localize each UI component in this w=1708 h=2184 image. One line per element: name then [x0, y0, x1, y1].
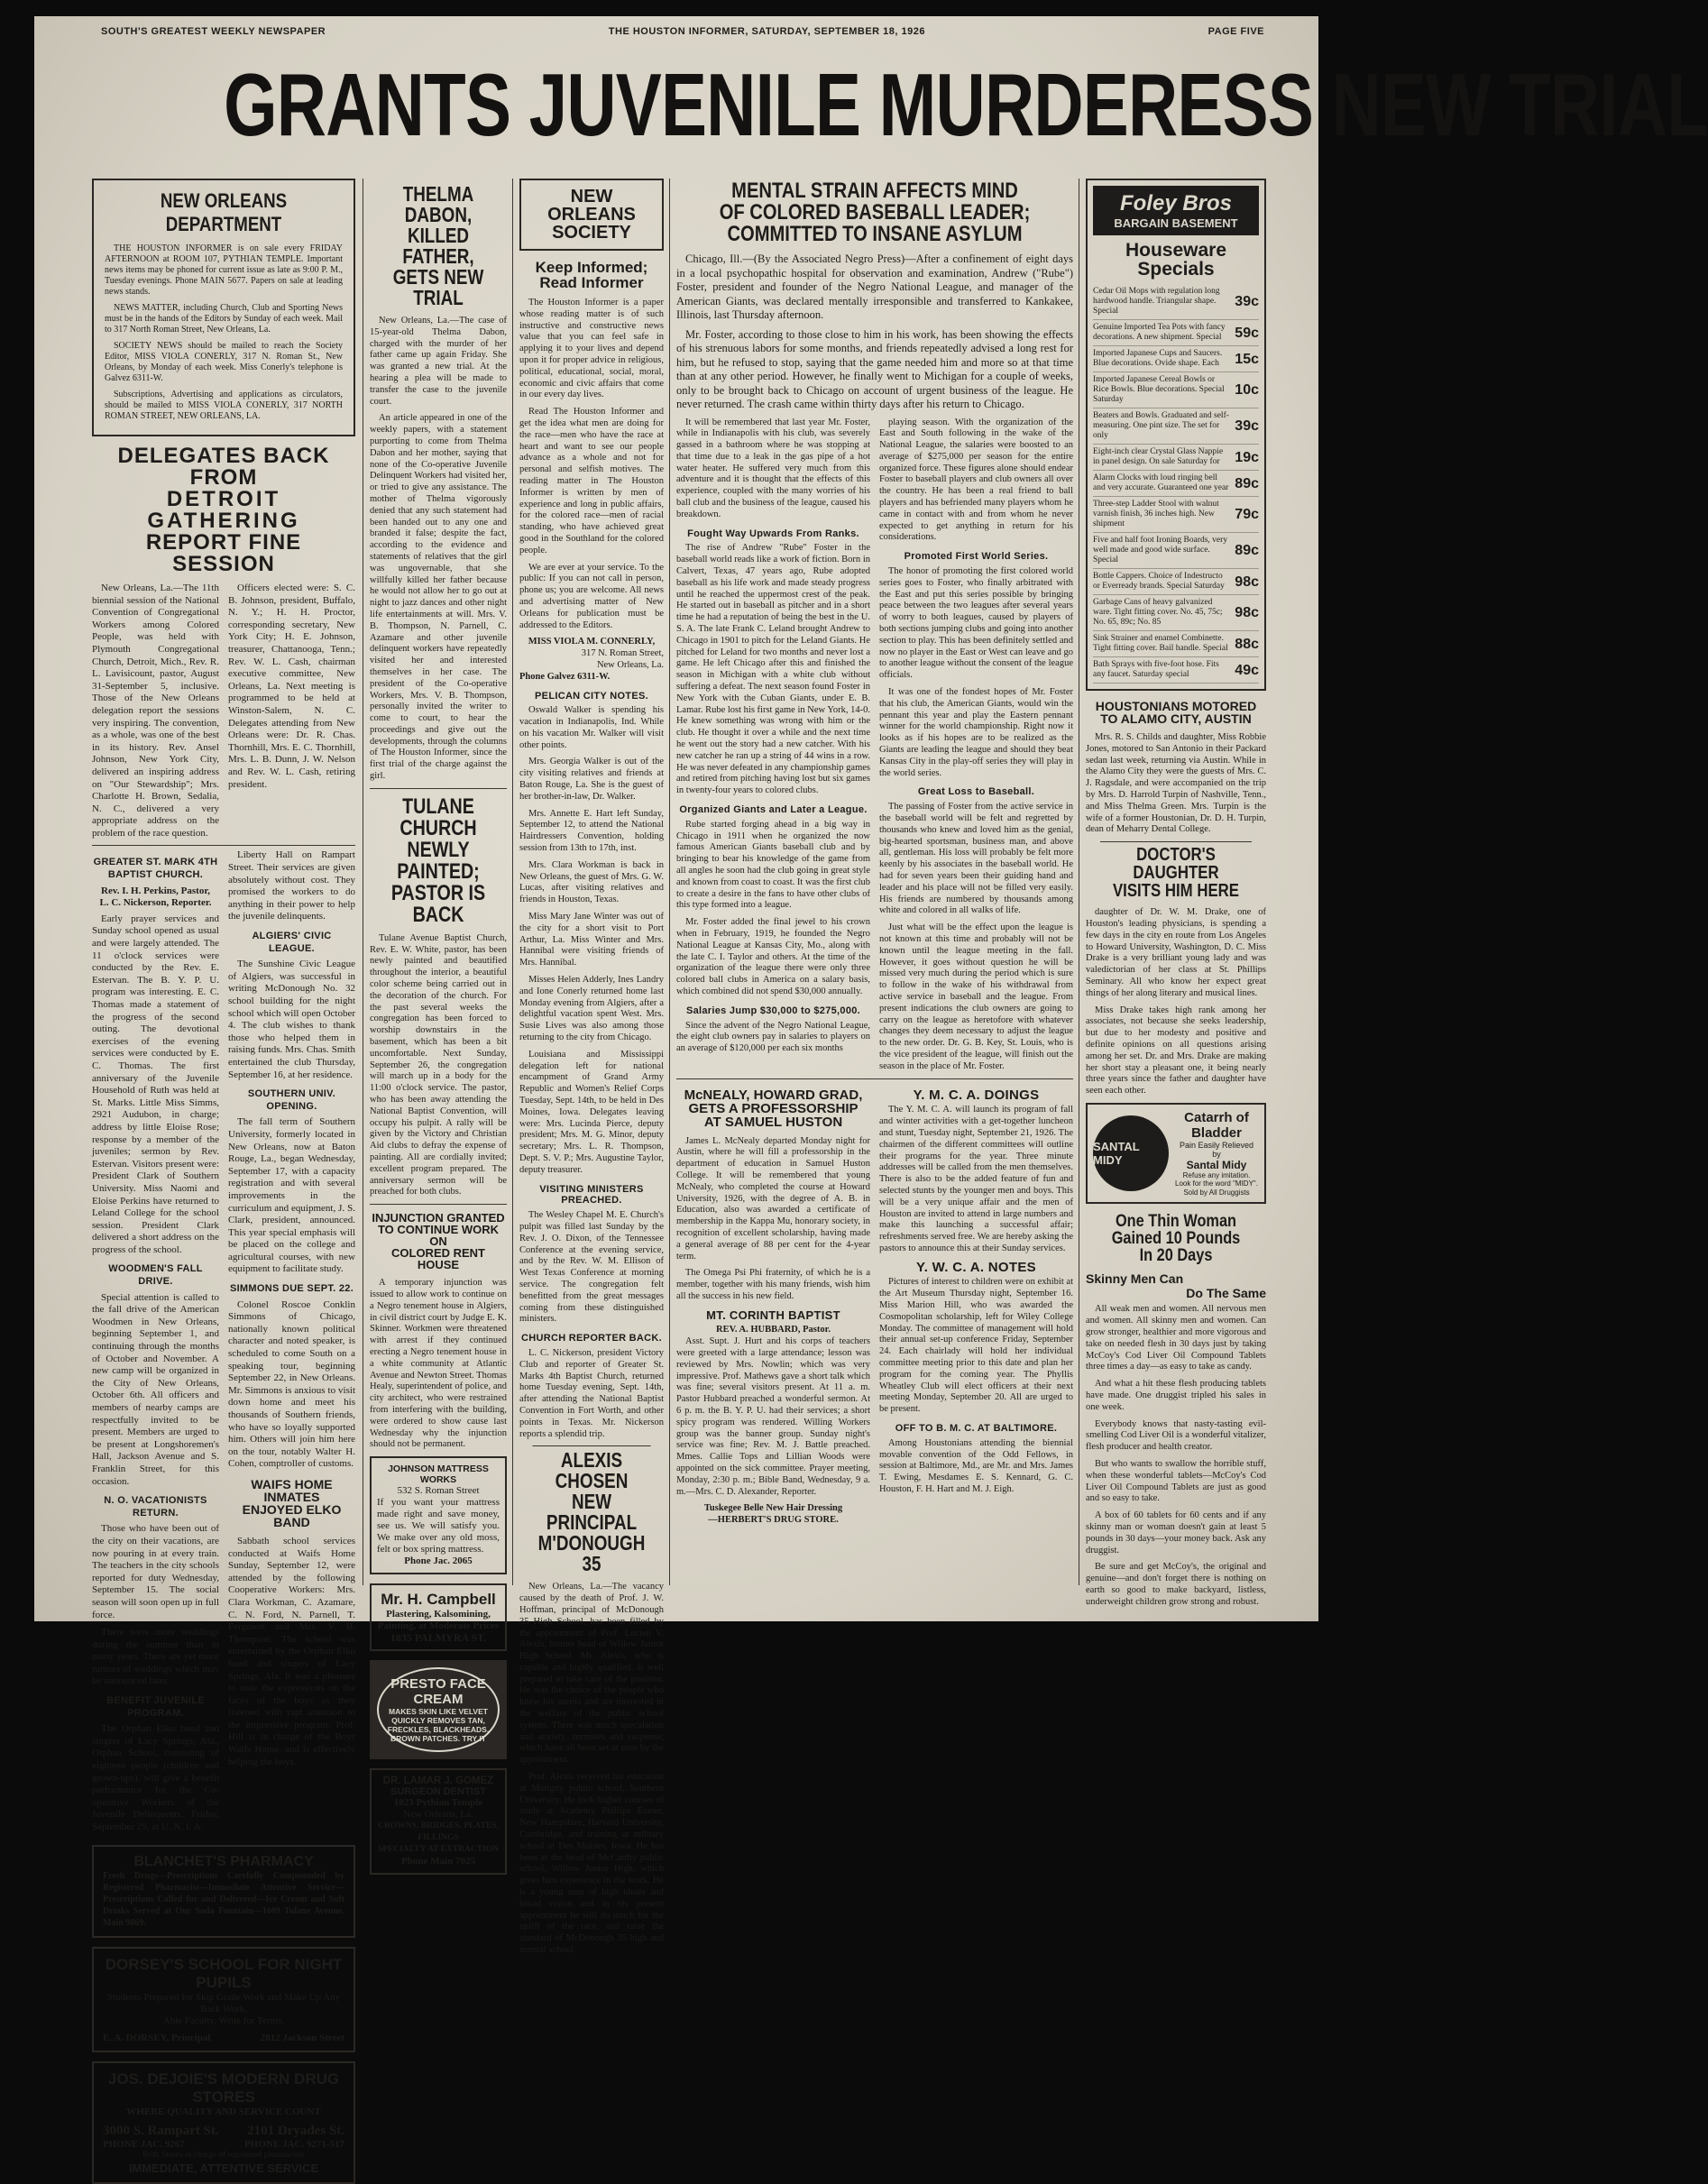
item-description: Bottle Cappers. Choice of Indestructo or Everready brands. Special Saturday: [1093, 572, 1225, 591]
price-list-item: [1093, 497, 1259, 533]
headline-line: AT SAMUEL HUSTON: [703, 1114, 843, 1130]
ad-body: SPECIALTY AT EXTRACTION: [377, 1845, 500, 1855]
department-title: NEW ORLEANS DEPARTMENT: [160, 189, 288, 235]
article-paragraph: Miss Mary Jane Winter was out of the city for a short visit to Port Arthur, La. Miss Winter and Mrs. Hannibal were visiting friends of Mrs. Hannibal.: [519, 912, 664, 968]
headline-line: COLORED RENT HOUSE: [391, 1246, 485, 1272]
subhead: CHURCH REPORTER BACK.: [520, 1333, 663, 1344]
subhead: Fought Way Upwards From Ranks.: [687, 528, 859, 539]
item-description: Three-step Ladder Stool with walnut varnish finish, 36 inches high. New shipment: [1093, 500, 1219, 528]
section-title: NEW ORLEANS SOCIETY: [547, 187, 636, 243]
article-paragraph: New Orleans, La.—The 11th biennial session of the National Convention of Congregational Workers among Colored People, was held with Plymouth Congregational Church, Detroit, Mich., Rev. R. L. Lavisicount, pastor, August 31-September 5, inclusive. Those of the New Orleans delegation report the sessions very inspiring. The convention, as a whole, was one of the best in its history. Rev. Ansel Johnson, New York City, delivered an inspiring address on "Our Stewardship"; Mrs. Charlotte H. Brown, Sedalia, N. C., delivered a very appropriate address on the problem of the race question.: [92, 583, 219, 839]
masthead-strip: [101, 22, 1264, 41]
price-list-item: [1093, 346, 1259, 372]
headline-line: TULANE CHURCH: [399, 794, 477, 840]
column-baseball: [676, 179, 1073, 1585]
article-paragraph: Sabbath school services conducted at Waifs Home Sunday, September 12, were attended by the following Cooperative Workers: Mrs. Clara Workman, C. Azamare, C. N. Ford, N. Parnell, T. Ferguson and Mrs. V. B. Thompson. The school was entertained by the Orphan Elko band and singers of Lacy Springs, Ala. It was a pleasure to note the expressions on the faces of the boys as they listened with rapt attention to the impressive program. Prof. Hill is in charge of the Boys Waifs Home, and is effectively helping the boys.: [228, 1535, 355, 1767]
injunction-article: [370, 1204, 507, 1451]
headline-line: GETS A PROFESSORSHIP: [688, 1100, 859, 1116]
ad-title: DR. LAMAR J. GOMEZ: [382, 1776, 494, 1787]
headline-line: REPORT FINE SESSION: [145, 530, 302, 576]
item-price: 89c: [1235, 475, 1259, 491]
article-paragraph: Read The Houston Informer and get the idea what men are doing for the race—men who have the race at heart and want to see our people advance as a whole and not for personal and selfish motives. The reading matter in The Houston Informer is written by men of experience and long in public affairs, for the colored race—men of racial standing, who have achieved great good in the Southland for the colored people.: [519, 407, 664, 555]
subhead: Organized Giants and Later a League.: [679, 804, 868, 815]
article-paragraph: Special attention is called to the fall drive of the American Woodmen in New Orleans, beginning September 1, and continuing through the months of October and November. A new camp will be organized in the City of New Orleans, October 6th. All officers and members of nearby camps are respectfully invited to be present. Members are urged to be present at Longshoremen's Hall, Jackson Avenue and S. Franklin Street, for this occasion.: [92, 1291, 219, 1487]
article-lead: Chicago, Ill.—(By the Associated Negro Press)—After a confinement of eight days in a local psychopathic hospital for observation and examination, Andrew ("Rube") Foster, president and founder of the Negro National League, and manager of the American Giants, was declared mentally irresponsible and transferred to Kankakee, Illinois, last Thursday afternoon.: [676, 252, 1073, 321]
tulane-church-article: [370, 788, 507, 1198]
foley-bros-ad: [1086, 179, 1266, 691]
article-paragraph: Mrs. R. S. Childs and daughter, Miss Robbie Jones, motored to San Antonio in their Packard sedan last week, returning via Austin. While in the Alamo City they were the guests of Mrs. C. J. Ragsdale, and were accompanied on the trip by Mrs. D. Harrold Turpin of Nashville, Tenn., and Miss Thelma Green. Mrs. Turpin is the wife of a former Houstonian, Dr. D. H. Turpin, dean of Meharry Dental College.: [1086, 732, 1266, 835]
headline-line: COMMITTED TO INSANE ASYLUM: [727, 222, 1023, 246]
article-paragraph: A temporary injunction was issued to allow work to continue on a Negro tenement house in Algiers, in civil district court by Judge E. K. Skinner. Workmen were threatened with arrest if they continued erecting a Negro tenement house in a white community at Atlantic Avenue and Newton Street. Thomas Healy, superintendent of police, and city architect, who were restrained from interfering with the building, were ordered to show cause last Wednesday why the injunction should not be permanent.: [370, 1278, 507, 1450]
signature: MISS VIOLA M. CONNERLY,: [528, 637, 656, 647]
article-paragraph: The Orphan Elko band and singers of Lacy Springs, Ala., Orphan School, consisting of eighteen people (children and grown-ups), will give a benefit performance for the Co-operative Workers of the Juvenile Delinquents, Friday, September 29, at U. N. I. A.: [92, 1723, 219, 1832]
subhead: N. O. VACATIONISTS RETURN.: [104, 1495, 207, 1519]
banner-headline: GRANTS JUVENILE MURDERESS NEW TRIAL: [224, 55, 1708, 154]
item-price: 39c: [1235, 294, 1259, 309]
ad-address: 1835 PALMYRA ST.: [390, 1631, 487, 1645]
item-description: Genuine Imported Tea Pots with fancy decorations. A new shipment. Special: [1093, 323, 1226, 342]
subhead: Promoted First World Series.: [904, 551, 1049, 563]
thin-woman-ad: [1086, 1213, 1266, 1608]
item-description: Cedar Oil Mops with regulation long hardwood handle. Triangular shape. Special: [1093, 287, 1220, 316]
header-slogan: SOUTH'S GREATEST WEEKLY NEWSPAPER: [101, 26, 326, 37]
item-price: 79c: [1235, 507, 1259, 522]
header-page-number: PAGE FIVE: [1208, 26, 1264, 37]
ad-phone: PHONE JAC. 9267: [103, 2138, 185, 2150]
ad-body: Fresh Drugs—Prescriptions Carefully Compounded by Registered Pharmacist—Immediate Attentive Service—Prescriptions Called for and Delivered—Ice Cream and Soft Drinks Served at Our Soda Fountain—1609 Tulane Avenue. Main 9869.: [103, 1870, 344, 1928]
headline-line: M'DONOUGH 35: [537, 1531, 646, 1576]
ad-footer: IMMEDIATE, ATTENTIVE SERVICE: [128, 2161, 319, 2175]
ad-line: —HERBERT'S DRUG STORE.: [708, 1515, 839, 1526]
subhead: MT. CORINTH BAPTIST: [706, 1308, 840, 1322]
headline-line: ENJOYED ELKO BAND: [242, 1501, 342, 1529]
campbell-plastering-ad: [370, 1583, 507, 1651]
ad-body: If you want your mattress made right and save money, see us. We will satisfy you. We make over any old moss, felt or box spring mattress.: [377, 1497, 500, 1555]
article-paragraph: It was one of the fondest hopes of Mr. Foster that his club, the American Giants, would win the pennant this year and play the Eastern pennant winner for the world championship. Right now it looks as if his hopes are to be realized as the Giants are leading the league and should they beat Kansas City in the play-off series they will play in the world series.: [879, 687, 1073, 778]
department-paragraph: Subscriptions, Advertising and applications as circulators, should be mailed to MISS VIOLA CONERLY, 317 NORTH ROMAN STREET, NEW ORLEANS, LA.: [105, 390, 343, 421]
headline-line: INJUNCTION GRANTED: [372, 1211, 505, 1225]
article-paragraph: The fall term of Southern University, formerly located in New Orleans, now at Baton Rouge, La., began Wednesday, September 17, with a capacity registration and with several improvements in the curriculum and equipment, J. S. Clark, president, announced. This year special emphasis will be placed on the college and agricultural courses, with new equipment to facilitate study.: [228, 1116, 355, 1275]
headline-line: OF COLORED BASEBALL LEADER;: [719, 200, 1031, 225]
item-price: 88c: [1235, 636, 1259, 652]
price-list-item: [1093, 408, 1259, 445]
article-paragraph: Mrs. Georgia Walker is out of the city visiting relatives and friends at Baton Rouge, La. She is the guest of her brother-in-law, Dr. Walker.: [519, 757, 664, 802]
signature-phone: Phone Galvez 6311-W.: [519, 671, 611, 682]
item-description: Imported Japanese Cereal Bowls or Rice Bowls. Blue decorations. Special Saturday: [1093, 375, 1225, 404]
header-dateline: THE HOUSTON INFORMER, SATURDAY, SEPTEMBER 18, 1926: [608, 26, 925, 37]
santal-seal-icon: SANTAL MIDY: [1093, 1115, 1169, 1191]
headline-line: DETROIT GATHERING: [147, 487, 300, 533]
headline-line: NEWLY PAINTED;: [397, 837, 480, 884]
article-paragraph: Asst. Supt. J. Hurt and his corps of teachers were greeted with a large attendance; lesson was reviewed by Mrs. Nowlin; which was very impressive. Prof. Mathews gave a short talk which was fine; several visitors present. At 11 a. m. Pastor Hubbard preached a wonderful sermon. At 6 p. m. the B. Y. P. U. had their services; a short spicy program was rendered. Willing Workers group was the banner group. Sunday night's service was fine; Rev. M. J. Battle preached. Mmes. Callie Tops and Lillian Woods were appointed on the sick committee. Prayer meeting, Monday, 2:30 p. m.; Bible Band, Wednesday, 9 a. m.—Mrs. C. D. Alexander, Reporter.: [676, 1336, 870, 1497]
headline-line: TO ALAMO CITY, AUSTIN: [1100, 711, 1252, 726]
headline-line: THELMA DABON,: [402, 182, 474, 226]
column-new-orleans: [92, 179, 355, 2175]
price-list-item: [1093, 657, 1259, 684]
article-paragraph: Tulane Avenue Baptist Church, Rev. E. W. White, pastor, has been newly painted and beautified throughout the interior, a beautiful color scheme being carried out in the decoration of the church. For the past several weeks the congregation has been forced to worship downstairs in the basement, which has been a bit uncomfortable. Next Sunday, September 26, the congregation will march up in a body for the 11:00 o'clock service. The pastor, who has been away attending the National Baptist Convention, will occupy his pulpit. A rally will be given by the Victory and Christian Aid clubs to defray the expense of painting. All are cordially invited; excellent program prepared. The anniversary sermon will be preached for both clubs.: [370, 932, 507, 1198]
headline-line: Read Informer: [539, 274, 644, 291]
ad-paragraph: Everybody knows that nasty-tasting evil-smelling Cod Liver Oil is a wonderful vitalizer, flesh producer and health creator.: [1086, 1418, 1266, 1453]
ad-brand: Santal Midy: [1186, 1158, 1247, 1171]
price-list-item: [1093, 533, 1259, 569]
article-paragraph: The Y. M. C. A. will launch its program of fall and winter activities with a get-together luncheon and stunt, Tuesday night, September 21, 1926. The chairmen of the different committees will outline their programs for the year. Three minute addresses will be called from the men themselves. There is also to be the added feature of fun and selected stunts by the younger men and boys. This will be a very unique affair and the men of Houston are invited to attend in large numbers and make this launching a successful affair; refreshments served free. We are hereby asking the pastors to announce this at their Sunday services.: [879, 1105, 1073, 1253]
item-description: Sink Strainer and enamel Combinette. Tight fitting cover. Bail handle. Special: [1093, 634, 1228, 653]
dorsey-school-ad: [92, 1947, 355, 2052]
article-paragraph: Mrs. Clara Workman is back in New Orleans, the guest of Mrs. G. W. Lucas, after visiting relatives and friends in Houston, Texas.: [519, 859, 664, 905]
article-paragraph: It will be remembered that last year Mr. Foster, while in Indianapolis with his club, was severely gassed in a bathroom where he was stopping at that time due to a leak in the gas pipe of a hot water heater. He suffered very much from this adventure and it is thought that the effects of this experience, coupled with the many worries of his ball club and the business of the league, caused his breakdown.: [676, 417, 870, 519]
subhead: Y. M. C. A. DOINGS: [913, 1087, 1040, 1103]
column-ads-right: [1086, 179, 1266, 1607]
department-paragraph: SOCIETY NEWS should be mailed to reach the Society Editor, MISS VIOLA CONERLY, 317 N. Roman St., New Orleans, by Monday of each week. Miss Conerly's telephone is Galvez 6311-W.: [105, 341, 343, 383]
article-paragraph: The Houston Informer is a paper whose reading matter is of such instructive and constructive news value that you can feel safe in applying it to your lives and depend upon it for proper advice in religious, political, educational, social, moral, economic and civic affairs that come in our every day lives.: [519, 298, 664, 400]
ad-subtitle: SURGEON DENTIST: [390, 1786, 486, 1798]
article-paragraph: Those who have been out of the city on their vacations, are now pouring in at every train. The teachers in the city schools reported for duty Wednesday, September 15. The social season will soon open up in full force.: [92, 1523, 219, 1620]
ad-title: Mr. H. Campbell: [381, 1591, 496, 1609]
newspaper-page: [34, 16, 1708, 2175]
article-paragraph: We are ever at your service. To the public: If you can not call in person, phone us; you are welcome. All news and advertising matter of New Orleans for publication must be addressed to the Editors.: [519, 562, 664, 630]
item-description: Beaters and Bowls. Graduated and self-measuring. One pint size. The set for only: [1093, 411, 1229, 440]
byline: Rev. I. H. Perkins, Pastor,: [101, 885, 210, 896]
ad-subtitle: Skinny Men Can: [1086, 1271, 1184, 1287]
article-paragraph: Early prayer services and Sunday school opened as usual and were largely attended. The 11 o'clock services were conducted by the Rev. E. Estervan. The B. Y. P. U. program was interesting. E. C. Thomas made a statement of the progress of the second outing. The devotional exercises of the evening services were conducted by E. C. Thomas. The first anniversary of the Juvenile Household of Ruth was held at St. Marks. Little Miss Simms, 2921 Audubon, in charge; address by little Eloise Rose; response by a member of the juveniles; sermon by Rev. Estervan. Visitors present were: President Clark of Southern University. Miss Naomi and Eloise Perkins have returned to Leland College for the school session. President Clark delivered a short address on the progress of the school.: [92, 913, 219, 1255]
article-paragraph: The Sunshine Civic League of Algiers, was successful in writing McDonough No. 32 school building for the night school which will open October 4. The club wishes to thank those who helped them in raising funds. Mrs. Chas. Smith entertained the club Thursday, September 16, at her residence.: [228, 959, 355, 1080]
headline-line: ALEXIS CHOSEN: [555, 1448, 629, 1493]
subhead: Y. W. C. A. NOTES: [916, 1259, 1036, 1275]
article-paragraph: The honor of promoting the first colored world series goes to Foster, who finally arbitrated with the East and put this series possible by bringing peace between the two leagues after several years of worry to both leagues, caused by players of both sections jumping clubs and going into another section to play. This has been definitely settled and now no player in the East or West can leave and go to another league without the consent of the league officials.: [879, 566, 1073, 681]
ad-title: Catarrh of: [1184, 1109, 1249, 1125]
signature-address: New Orleans, La.: [596, 659, 664, 670]
ad-body: Plastering, Kalsomining, Painting, at Moderate Prices: [377, 1609, 500, 1632]
new-orleans-department-box: [92, 179, 355, 436]
item-description: Bath Sprays with five-foot hose. Fits any faucet. Saturday special: [1093, 660, 1219, 679]
subhead: PELICAN CITY NOTES.: [535, 690, 648, 702]
article-paragraph: Rube started forging ahead in a big way in Chicago in 1911 when he organized the now famous American Giants baseball club and by bringing to bear his knowledge of the game from all angles he soon had the club going in great style and known from coast to coast. It was the first club to create a desire in the fans to have other clubs of this type formed into a league.: [676, 819, 870, 911]
headline-line: Keep Informed;: [535, 259, 648, 276]
new-orleans-society-box: [519, 179, 664, 251]
article-paragraph: Officers elected were: S. C. B. Johnson, president, Buffalo, N. Y.; H. H. Proctor, corresponding secretary, New York City; H. E. Johnson, treasurer, Chattanooga, Tenn.; Rev. W. L. Cash, chairman executive committee, New Orleans, La. Next meeting is programmed to be held at Winston-Salem, N. C. Delegates attending from New Orleans were: Dr. R. Chas. Thornhill, Mrs. E. C. Thornhill, Mrs. L. B. Dunn, J. W. Nelson and Rev. W. L. Cash, retiring president.: [228, 583, 355, 790]
article-paragraph: There were more weddings during the summer than in many years. There are yet more rumors of weddings which may be announced later.: [92, 1627, 219, 1687]
column-rule: [669, 179, 670, 1585]
article-paragraph: The Wesley Chapel M. E. Church's pulpit was filled last Sunday by the Rev. J. O. Dixon, of the Tennessee Conference at the evening service, and by the Rev. W. M. Ellison of West Texas Conference at morning service. The congregation felt benefitted from the great messages coming from these distinguished ministers.: [519, 1210, 664, 1325]
presto-face-cream-ad: [370, 1660, 507, 1759]
article-paragraph: The rise of Andrew "Rube" Foster in the baseball world reads like a work of fiction. Born in Calvert, Texas, 47 years ago, Rube adopted baseball as his life work and made steady progress until he reached the uppermost crest of the peak. He started out in baseball as pitcher and in a short time he had a reputation of being the best in the U. S. A. The late Frank C. Leland brought Andrew to Chicago in 1901 to pitch for the Leland Giants. He pitched for Leland for two months and never lost a game. He left Chicago after this and finished the season in Michigan with a white club without suffering a defeat. The next season found Foster in New York with the Cuban Giants, under E. B. Lamar. Rube lost his first game in New York, 14-0. He knew something was wrong with him or the club. He thought it over a while and the next time he went out the story had a new catcher. With his new catcher he ran up a string of 44 wins in a row. He was never defeated in any championship games and retired from pitching having lost but six games in twenty-four years to colored clubs.: [676, 543, 870, 796]
article-paragraph: playing season. With the organization of the East and South following in the wake of the National League, the salaries were boosted to an average of $275,000 per season for the entire organized force. These figures alone should endear Foster to baseball players and club owners all over the country. He has been a real friend to ball players and has befriended many players whom he came in contact with and from whom he never expected to get anything in return for his considerations.: [879, 417, 1073, 543]
price-list-item: [1093, 471, 1259, 497]
subhead: Great Loss to Baseball.: [917, 786, 1035, 798]
delegates-article: [92, 445, 355, 845]
ad-address: 532 S. Roman Street: [397, 1485, 480, 1497]
subhead: BENEFIT JUVENILE PROGRAM.: [106, 1695, 205, 1719]
article-lead: Mr. Foster, according to those close to him in his work, has been showing the effects of his strenuous labors for some months, and friends repeatedly advised a long rest for him, but he refused to stop, saying that the game needed him and more so at that time than at any other period. However, he finally went to Michigan for a couple of weeks, only to be brought back to Chicago on account of urgent business of the league. He never returned. The crash came within thirty days after his return to Chicago.: [676, 327, 1073, 410]
ad-title: JOHNSON MATTRESS WORKS: [388, 1464, 489, 1486]
article-paragraph: An article appeared in one of the weekly papers, with a statement purporting to come from Thelma Dabon and her mother, saying that none of the Co-operative Juvenile Delinquent Workers had visited her, or tried to give any assistance. The mother of Thelma vigorously denied that any such statement had been handed out to any one and branded it false; despite the fact, according to the evidence and statements of relatives that the girl was ungovernable, that she willfully killed her father because he would not allow her to go out at night to jazz dances and other night life entertainments at will. Mrs. V. B. Thompson, N. Parnell, C. Azamare and other juvenile delinquent workers have repeatedly visited her and interested themselves in her case. The president of the Co-operative Workers, Mrs. V. B. Thompson, personally invited the writer to come to court, to hear the proceedings and give out the developments, through the columns of The Houston Informer, since the first trial of the charge against the girl.: [370, 413, 507, 782]
column-rule: [512, 179, 513, 1585]
article-paragraph: James L. McNealy departed Monday night for Austin, where he will fill a professorship in the department of education in Samuel Huston College. It will be remembered that young McNealy, who completed the course at Howard University, 1926, with the degree of A. B. in Education, also was awarded a certificate of membership in the Kappa Mu, honorary society, in recognition of excellent scholarship, having made a general average of 88 per cent for the 4-year term.: [676, 1135, 870, 1262]
ad-body: Able Faculty. Write for Terms.: [162, 2014, 285, 2026]
johnson-mattress-ad: [370, 1456, 507, 1574]
article-paragraph: Mrs. Annette E. Hart left Sunday, September 12, to attend the National Hairdressers Convention, holding session from 13th to 17th, inst.: [519, 808, 664, 854]
byline: REV. A. HUBBARD, Pastor.: [716, 1325, 831, 1335]
subhead: ALGIERS' CIVIC LEAGUE.: [252, 931, 332, 954]
signature-address: 317 N. Roman Street,: [581, 648, 664, 659]
ad-subtitle: BARGAIN BASEMENT: [1114, 216, 1238, 230]
ad-body: MAKES SKIN LIKE VELVET QUICKLY REMOVES TAN, FRECKLES, BLACKHEADS, BROWN PATCHES. TRY IT: [387, 1707, 490, 1744]
column-thelma-tulane: [370, 179, 507, 1867]
article-paragraph: Misses Helen Adderly, Ines Landry and Ione Conerly returned home last Monday evening from Algiers, after a delightful vacation spent West. Mrs. Susie Lives was also among those returning to the city from Chicago.: [519, 975, 664, 1043]
headline-line: DOCTOR'S DAUGHTER: [1133, 845, 1219, 884]
ad-address: 1023 Pythian Temple: [393, 1797, 483, 1809]
brand-logo: Foley Bros: [1119, 191, 1233, 216]
ad-title: DORSEY'S SCHOOL FOR NIGHT PUPILS: [105, 1955, 343, 1991]
price-list-item: [1093, 445, 1259, 471]
item-description: Eight-inch clear Crystal Glass Nappie in panel design. On sale Saturday for: [1093, 447, 1224, 466]
ad-title: Houseware: [1125, 240, 1227, 261]
headline-line: NEW PRINCIPAL: [546, 1490, 638, 1535]
ad-body: CROWNS, BRIDGES, PLATES, FILLINGS: [378, 1822, 499, 1843]
item-price: 19c: [1235, 449, 1259, 465]
article-paragraph: Since the advent of the Negro National League, the eight club owners pay in salaries to players on an average of $120,000 per each six months: [676, 1020, 870, 1054]
santal-midy-ad: [1086, 1103, 1266, 1205]
ad-address: 3000 S. Rampart St.: [103, 2123, 219, 2138]
ad-line: Tuskegee Belle New Hair Dressing: [703, 1503, 843, 1514]
item-price: 98c: [1235, 605, 1259, 620]
briefs-grid: [92, 845, 355, 1839]
thelma-dabon-article: [370, 184, 507, 783]
article-paragraph: Louisiana and Mississippi delegation left for national encampment of Grand Army Republic and Women's Relief Corps Tuesday, Sept. 14th, to be held in Des Moines, Iowa. Delegates leaving were: Mrs. Lucinda Pierce, deputy president; Mrs. M. G. Minor, deputy secretary; Mrs. L. R. Thompson, Dept. S. V. P.; Mrs. Augustine Taylor, deputy treasurer.: [519, 1049, 664, 1175]
dejoie-drug-stores-ad: [92, 2061, 355, 2184]
ad-principal: E. A. DORSEY, Principal: [103, 2032, 211, 2043]
gomez-dentist-ad: [370, 1768, 507, 1875]
ad-phone: Phone Main 7025: [401, 1856, 475, 1867]
subhead: SOUTHERN UNIV. OPENING.: [247, 1088, 336, 1112]
ad-title: JOS. DEJOIE'S MODERN DRUG STORES: [107, 2069, 340, 2106]
article-paragraph: Miss Drake takes high rank among her associates, not because she seeks leadership, but due to her modesty and positive and definite opinions on all questions arising among her set. Dr. and Mrs. Drake are making her short stay a pleasant one, it being nearly three years since the father and daughter have seen each other.: [1086, 1005, 1266, 1097]
ad-subtitle: Do The Same: [1186, 1286, 1266, 1301]
price-list-item: [1093, 631, 1259, 657]
subhead: VISITING MINISTERS PREACHED.: [539, 1183, 644, 1207]
price-list-item: [1093, 320, 1259, 346]
headline-line: DELEGATES BACK FROM: [117, 444, 330, 490]
price-list-item: [1093, 569, 1259, 595]
price-list: [1093, 284, 1259, 684]
article-paragraph: New Orleans, La.—The vacancy caused by the death of Prof. J. W. Hoffman, principal of McDonough 35 High School, has been filled by the appointment of Prof. Lucien V. Alexis, former head of Willow Junior High School. Mr. Alexis, who is capable and highly qualified, is well prepared to take care of the position. He was the choice of the people who knew his merits and are interested in the welfare of the public school system. There was much speculation and anxiety, surmises and suspense, which have all been set at ease by the appointment.: [519, 1582, 664, 1766]
headline-line: HOUSTONIANS MOTORED: [1095, 699, 1257, 713]
headline-line: McNEALY, HOWARD GRAD,: [684, 1087, 863, 1103]
item-price: 98c: [1235, 574, 1259, 590]
column-society: [519, 179, 664, 1956]
item-price: 89c: [1235, 543, 1259, 558]
ad-paragraph: But who wants to swallow the horrible stuff, when these wonderful tablets—McCoy's Cod Liver Oil Compound Tablets are just as good and so easy to take.: [1086, 1458, 1266, 1504]
headline-line: TO CONTINUE WORK ON: [377, 1223, 500, 1249]
item-price: 59c: [1235, 325, 1259, 341]
ad-paragraph: A box of 60 tablets for 60 cents and if any skinny man or woman doesn't gain at least 5 pounds in 30 days—your money back. Ask any druggist.: [1086, 1510, 1266, 1555]
ad-phone: Phone Jac. 2065: [404, 1555, 473, 1567]
price-list-item: [1093, 595, 1259, 631]
ad-phone: PHONE JAC. 9271-517: [244, 2138, 344, 2150]
headline-line: KILLED FATHER,: [402, 224, 474, 268]
ad-paragraph: All weak men and women. All nervous men and women. All skinny men and women. Can grow stronger, healthier and more vigorous and take on needed flesh in 30 days just by taking McCoy's Cod Liver Oil Compound Tablets three times a day—as easy to take as candy.: [1086, 1304, 1266, 1372]
item-price: 15c: [1235, 351, 1259, 367]
article-paragraph: The Omega Psi Phi fraternity, of which he is a member, together with his many friends, wish him all the success in his new field.: [676, 1268, 870, 1301]
item-price: 49c: [1235, 662, 1259, 678]
ad-subtitle: WHERE QUALITY AND SERVICE COUNT: [126, 2106, 321, 2117]
headline-line: PASTOR IS BACK: [390, 880, 486, 927]
article-paragraph: daughter of Dr. W. M. Drake, one of Houston's leading physicians, is spending a few days in the city en route from Los Angeles to Howard University, Washington, D. C. Miss Drake is a very brilliant young lady and was valedictorian of her class at St. Phillips Seminary. All who know her expect great things of her along literary and musical lines.: [1086, 907, 1266, 998]
subhead: OFF TO B. M. C. AT BALTIMORE.: [895, 1423, 1058, 1435]
ad-title: BLANCHET'S PHARMACY: [133, 1853, 314, 1869]
headline-line: GETS NEW TRIAL: [392, 265, 484, 309]
article-paragraph: L. C. Nickerson, president Victory Club and reporter of Greater St. Marks 4th Baptist Church, returned home Tuesday evening, Sept. 14th, after attending the National Baptist Convention in Fort Worth, and other points in Texas. Mr. Nickerson reports a splendid trip.: [519, 1347, 664, 1439]
headline-line: VISITS HIM HERE: [1112, 881, 1240, 902]
ad-address: 2101 Dryades St.: [247, 2123, 344, 2138]
subhead: WOODMEN'S FALL DRIVE.: [108, 1263, 203, 1288]
subhead: SIMMONS DUE SEPT. 22.: [229, 1283, 354, 1295]
ad-title: One Thin Woman: [1115, 1212, 1237, 1232]
ad-title: PRESTO FACE CREAM: [390, 1676, 486, 1708]
item-price: 10c: [1235, 382, 1259, 398]
article-paragraph: Pictures of interest to children were on exhibit at the Art Museum Thursday night, September 16. Miss Marion Hill, who was awarded the Cosmopolitan scholarship, left for Wiley College Monday. The committee of management will hold their annual set-up conference Friday, September 24. Each chairlady will hold her individual committee meeting prior to this date and plan her program for the coming year. The Phyllis Wheatley Club will elect officers at their next meeting Monday, September 20. All are urged to be present.: [879, 1277, 1073, 1415]
article-paragraph: Prof. Alexis received his education at Marigny public school, Southern University. He took higher courses of study at Academy Phillips Exeter, New Hampshire, Harvard University, Cambridge, and training at military school at Des Moines, Iowa. He has been at the head of McCarthy public school, Willow Junior High, which gives him experience in the work. He is a young man of high ideals and broad vision and in his present appointment he will do much for the uplift of the race, and raise the standard of McDonough 35 high and normal school.: [519, 1772, 664, 1956]
blanchet-pharmacy-ad: [92, 1845, 355, 1938]
article-paragraph: Colonel Roscoe Conklin Simmons of Chicago, nationally known political character and noted speaker, is scheduled to come South on a speaking tour, beginning September 22, in New Orleans. Mr. Simmons is anxious to visit down home and meet his thousands of Southern friends, who have so loyally supported him. Others will join him here on the tour, notably Walter H. Cohen, comptroller of customs.: [228, 1298, 355, 1470]
ad-address: 2812 Jackson Street: [260, 2032, 344, 2043]
price-list-item: [1093, 372, 1259, 408]
ad-footer: Refuse any imitation. Look for the word "MIDY". Sold by All Druggists: [1175, 1170, 1258, 1197]
ad-body: Both Stores in charge of registered pharmacists: [142, 2150, 305, 2160]
item-description: Five and half foot Ironing Boards, very well made and good wide surface. Special: [1093, 536, 1228, 564]
headline-line: WAIFS HOME INMATES: [251, 1476, 333, 1504]
article-paragraph: New Orleans, La.—The case of 15-year-old Thelma Dabon, charged with the murder of her father came up again Friday. She was granted a new trial. At the hearing a plea will be made to transfer the case to the juvenile court.: [370, 316, 507, 407]
article-paragraph: Oswald Walker is spending his vacation in Indianapolis, Ind. While on his vacation Mr. Walker will visit other points.: [519, 705, 664, 750]
item-price: 39c: [1235, 418, 1259, 434]
article-paragraph: Mr. Foster added the final jewel to his crown when in February, 1919, he founded the Negro National League at Kansas City, Mo., along with the late C. I. Taylor and others. At the time of the organization of the league there were only three colored ball clubs in America on a salary basis, which combined did not spend $30,000 annually.: [676, 917, 870, 996]
department-paragraph: NEWS MATTER, including Church, Club and Sporting News must be in the hands of the Editors by Sunday of each week. Mail to 317 North Roman Street, New Orleans, La.: [105, 303, 343, 335]
subhead: Salaries Jump $30,000 to $275,000.: [685, 1005, 861, 1016]
ad-body: Pain Easily Relieved by: [1179, 1140, 1254, 1159]
ad-title: Specials: [1137, 259, 1215, 280]
department-paragraph: THE HOUSTON INFORMER is on sale every FRIDAY AFTERNOON at ROOM 107, PYTHIAN TEMPLE. Important news items may be phoned for current issue as late as 9:00 P. M., Tuesday evenings. Phone MAIN 5677. Papers on sale at leading news stands.: [105, 243, 343, 297]
item-description: Alarm Clocks with loud ringing bell and very accurate. Guaranteed one year: [1093, 473, 1229, 492]
article-paragraph: The passing of Foster from the active service in the baseball world will be felt and regretted by thousands who knew and loved him as the genial, big-hearted sportsman, business man, and above all, gentleman. His loss will probably be felt more keenly by his associates in the baseball world. He had for seven years been their guiding hand and leader and his place will not be filled very easily. His friends are numbered by thousands among white and colored in all walks of life.: [879, 802, 1073, 916]
ad-title: In 20 Days: [1139, 1246, 1213, 1266]
ad-title: Gained 10 Pounds: [1111, 1229, 1241, 1249]
ad-paragraph: And what a hit these flesh producing tablets have made. One druggist tripled his sales in one week.: [1086, 1379, 1266, 1412]
price-list-item: [1093, 284, 1259, 320]
byline: L. C. Nickerson, Reporter.: [99, 897, 212, 909]
headline-line: MENTAL STRAIN AFFECTS MIND: [731, 179, 1018, 203]
article-paragraph: Liberty Hall on Rampart Street. Their services are given absolutely without cost. They promised the workers to do anything in their power to help the juvenile delinquents.: [228, 849, 355, 922]
ad-address: New Orleans, La.: [403, 1809, 473, 1821]
item-description: Garbage Cans of heavy galvanized ware. Tight fitting cover. No. 45, 75c; No. 65, 89c; No. 85: [1093, 598, 1223, 627]
article-paragraph: Among Houstonians attending the biennial movable convention of the Odd Fellows, in session at Baltimore, Md., are Mr. and Mrs. James T. Ewing, Mesdames E. S. Kennard, G. C. Houston, F. H. Hart and M. J. Eigh.: [879, 1437, 1073, 1495]
article-paragraph: Just what will be the effect upon the league is not known at this time and probably will not be known until the league meeting in the fall. However, it goes without question he will be missed very much during the period which is sure to follow in the wake of his withdrawal from active service in baseball and the league. From present indications the club owners are going to carry on the league as heretofore with whatever changes they deem necessary to adjust the league to the new order. Dr. G. B. Key, St. Louis, who is the vice president of the league, will finish out the season in the place of Mr. Foster.: [879, 922, 1073, 1071]
ad-title: Bladder: [1191, 1124, 1242, 1141]
ad-paragraph: Be sure and get McCoy's, the original and genuine—and don't forget there is nothing on earth so good to make backyard, listless, underweight children grow strong and robust.: [1086, 1562, 1266, 1607]
subhead: GREATER ST. MARK 4TH BAPTIST CHURCH.: [93, 857, 218, 881]
ad-body: Students Prepared for Skip Grade Work and Make Up Any Back Work.: [106, 1991, 341, 2014]
item-description: Imported Japanese Cups and Saucers. Blue decorations. Ovide shape. Each: [1093, 349, 1223, 368]
